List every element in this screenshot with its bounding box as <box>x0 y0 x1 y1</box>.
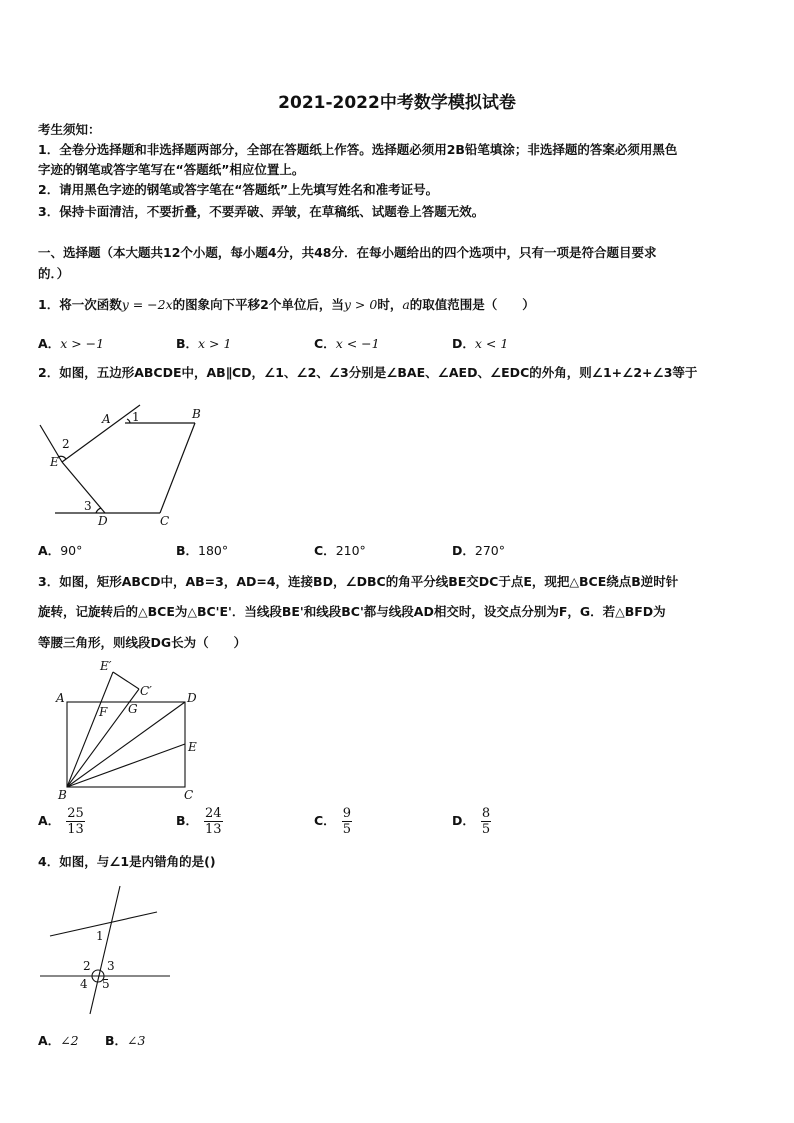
fraction <box>481 806 491 837</box>
q3-option-b[interactable] <box>176 806 223 837</box>
option-text: x > −1 <box>60 336 105 351</box>
option-label: B． <box>176 336 199 351</box>
q2-option-d[interactable] <box>452 541 505 559</box>
q4-intersecting-lines-figure <box>35 878 185 1023</box>
label-c: C <box>184 788 194 802</box>
segment-e-prime-c-prime <box>113 672 139 689</box>
option-label: A． <box>38 336 61 351</box>
segment-bd <box>67 702 185 787</box>
label-d: D <box>187 691 197 705</box>
label-e-prime: E′ <box>100 659 112 673</box>
option-label: C． <box>314 543 336 558</box>
option-label: D． <box>452 336 475 351</box>
label-angle-2: 2 <box>83 959 91 973</box>
question-1-stem <box>38 296 535 314</box>
angle-arc-3 <box>96 508 101 513</box>
question-3-stem-line2: 旋转，记旋转后的△BCE为△BC'E'．当线段BE'和线段BC'都与线段AD相交时，设交点分别为F，G．若△BFD为 <box>38 604 666 619</box>
q2-option-b[interactable] <box>176 541 228 559</box>
question-3-stem-line1: 3．如图，矩形ABCD中，AB=3，AD=4，连接BD，∠DBC的角平分线BE交DC于点E，现把△BCE绕点B逆时针 <box>38 574 679 589</box>
q1-math-function: y = −2x <box>121 297 173 312</box>
option-label: A． <box>38 813 61 828</box>
option-text: 210° <box>335 543 366 558</box>
denominator: 5 <box>342 822 351 837</box>
q3-option-d[interactable] <box>452 806 491 837</box>
label-e: E <box>188 740 197 754</box>
q1-stem-c: 时， <box>377 297 403 312</box>
label-angle-2: 2 <box>62 437 70 451</box>
section-heading-line1: 一、选择题（本大题共12个小题，每小题4分，共48分．在每小题给出的四个选项中，只有一项是符合题目要求 <box>38 245 657 260</box>
question-3-stem-line3: 等腰三角形，则线段DG长为（ ） <box>38 635 247 650</box>
label-b: B <box>192 407 201 421</box>
label-angle-4: 4 <box>80 977 88 991</box>
option-text: x < −1 <box>335 336 380 351</box>
notice-line-3: 2．请用黑色字迹的钢笔或答字笔在“答题纸”上先填写姓名和准考证号。 <box>38 182 439 197</box>
label-g: G <box>128 702 138 716</box>
question-4-stem: 4．如图，与∠1是内错角的是() <box>38 854 216 869</box>
option-text: x > 1 <box>198 336 232 351</box>
page-title: 2021-2022中考数学模拟试卷 <box>278 93 516 113</box>
fraction <box>204 806 223 837</box>
q3-option-a[interactable] <box>38 806 85 837</box>
numerator: 9 <box>342 806 351 821</box>
denominator: 13 <box>67 822 84 837</box>
q4-option-b[interactable] <box>105 1031 145 1049</box>
denominator: 13 <box>205 822 222 837</box>
q2-pentagon-figure <box>30 400 230 530</box>
q4-option-a[interactable] <box>38 1031 79 1049</box>
q1-stem-a: 1．将一次函数 <box>38 297 122 312</box>
option-label: B． <box>105 1033 128 1048</box>
option-label: C． <box>314 813 336 828</box>
q2-option-a[interactable] <box>38 541 82 559</box>
label-f: F <box>99 705 108 719</box>
numerator: 8 <box>481 806 491 821</box>
segment-be-prime <box>67 672 113 787</box>
notice-line-2: 字迹的钢笔或答字笔写在“答题纸”相应位置上。 <box>38 162 305 177</box>
label-angle-3: 3 <box>84 499 92 513</box>
label-c-prime: C′ <box>140 684 152 698</box>
fraction <box>342 806 352 837</box>
label-d: D <box>98 514 108 528</box>
label-e: E <box>50 455 59 469</box>
notice-line-1: 1．全卷分选择题和非选择题两部分，全部在答题纸上作答。选择题必须用2B铅笔填涂；非选择题的答案必须用黑色 <box>38 142 678 157</box>
notice-heading: 考生须知： <box>38 122 101 137</box>
numerator: 25 <box>67 806 84 821</box>
label-angle-1: 1 <box>96 929 104 943</box>
option-label: D． <box>452 543 475 558</box>
label-c: C <box>160 514 170 528</box>
option-text: 180° <box>198 543 229 558</box>
fraction <box>66 806 85 837</box>
q1-option-b[interactable] <box>176 334 231 352</box>
q1-option-d[interactable] <box>452 334 508 352</box>
label-angle-1: 1 <box>132 410 140 424</box>
transversal-line <box>90 886 120 1014</box>
label-angle-5: 5 <box>102 977 110 991</box>
q1-stem-b: 的图象向下平移2个单位后，当 <box>172 297 344 312</box>
angle-arc-1 <box>127 419 130 423</box>
option-label: B． <box>176 543 199 558</box>
section-heading-line2: 的．） <box>38 266 70 281</box>
q1-math-condition: y > 0 <box>343 297 378 312</box>
q1-option-c[interactable] <box>314 334 380 352</box>
option-text: 90° <box>60 543 83 558</box>
denominator: 5 <box>481 822 491 837</box>
option-text: 270° <box>474 543 505 558</box>
option-text: ∠3 <box>127 1033 146 1048</box>
label-a: A <box>102 412 111 426</box>
q2-option-c[interactable] <box>314 541 366 559</box>
option-label: B． <box>176 813 199 828</box>
q1-stem-d: 的取值范围是（ ） <box>409 297 535 312</box>
q3-rectangle-figure <box>50 655 220 805</box>
label-b: B <box>58 788 67 802</box>
question-2-stem: 2．如图，五边形ABCDE中，AB∥CD，∠1、∠2、∠3分别是∠BAE、∠AED、∠EDC的外角，则∠1+∠2+∠3等于 <box>38 365 698 380</box>
option-label: A． <box>38 543 61 558</box>
segment-bc <box>160 423 195 513</box>
option-text: x < 1 <box>474 336 509 351</box>
notice-line-4: 3．保持卡面清洁，不要折叠，不要弄破、弄皱，在草稿纸、试题卷上答题无效。 <box>38 204 485 219</box>
segment-be <box>67 744 185 787</box>
option-text: ∠2 <box>60 1033 79 1048</box>
numerator: 24 <box>205 806 222 821</box>
q1-option-a[interactable] <box>38 334 104 352</box>
q3-option-c[interactable] <box>314 806 352 837</box>
option-label: D． <box>452 813 475 828</box>
option-label: C． <box>314 336 336 351</box>
option-label: A． <box>38 1033 61 1048</box>
label-a: A <box>56 691 65 705</box>
segment-ea-extended <box>62 405 140 462</box>
q1-math-a: a <box>402 297 410 312</box>
label-angle-3: 3 <box>107 959 115 973</box>
